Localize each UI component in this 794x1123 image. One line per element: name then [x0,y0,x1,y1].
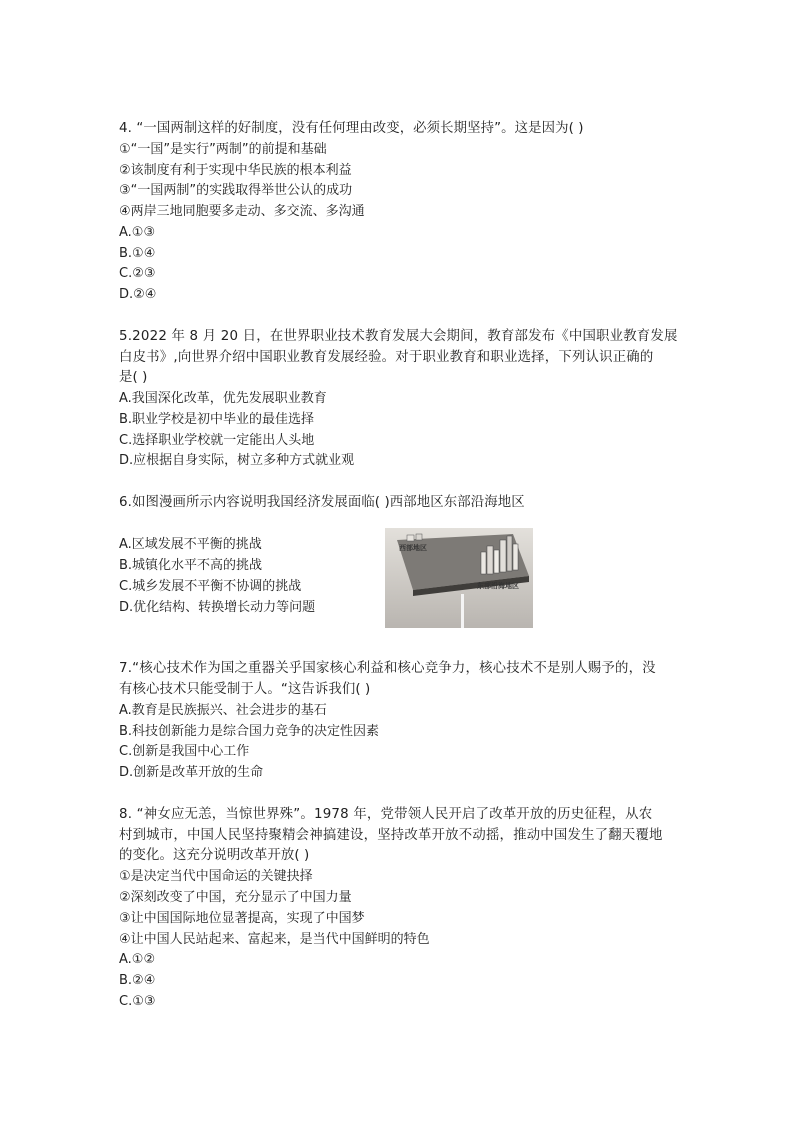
question-4-option-d: D.②④ [119,287,157,302]
question-8-stem-line-2: 村到城市，中国人民坚持聚精会神搞建设，坚持改革开放不动摇，推动中国发生了翻天覆地 [119,828,663,843]
question-7-stem-line-2: 有核心技术只能受制于人。“这告诉我们( ) [119,682,371,697]
question-6-cartoon-image [385,528,533,628]
question-7-option-a: A.教育是民族振兴、社会进步的基石 [119,703,327,718]
question-5-stem-line-1: 5.2022 年 8 月 20 日，在世界职业技术教育发展大会期间，教育部发布《中国职业教育发展 [119,329,678,344]
question-4-item-4: ④两岸三地同胞要多走动、多交流、多沟通 [119,204,365,219]
question-7-option-b: B.科技创新能力是综合国力竞争的决定性因素 [119,724,380,739]
question-8-item-4: ④让中国人民站起来、富起来，是当代中国鲜明的特色 [119,932,430,947]
question-4-option-b: B.①④ [119,246,156,261]
cartoon-pole [461,594,464,628]
question-5-option-d: D.应根据自身实际，树立多种方式就业观 [119,453,355,468]
question-4-item-1: ①“一国”是实行”两制”的前提和基础 [119,142,327,157]
question-8-stem-line-3: 的变化。这充分说明改革开放( ) [119,848,310,863]
cartoon-east-building [500,540,506,572]
cartoon-label-west: 西部地区 [399,544,427,552]
cartoon-west-house [407,535,414,541]
question-6-option-d: D.优化结构、转换增长动力等问题 [119,600,316,615]
question-4-stem: 4. “一国两制这样的好制度，没有任何理由改变，必须长期坚持”。这是因为( ) [119,121,584,136]
question-5-option-c: C.选择职业学校就一定能出人头地 [119,433,315,448]
question-8-item-2: ②深刻改变了中国，充分显示了中国力量 [119,890,352,905]
question-6-option-a: A.区域发展不平衡的挑战 [119,537,262,552]
question-8-stem-line-1: 8. “神女应无恙，当惊世界殊”。1978 年，党带领人民开启了改革开放的历史征程，从农 [119,807,653,822]
question-5-option-a: A.我国深化改革，优先发展职业教育 [119,391,327,406]
question-4-option-c: C.②③ [119,266,156,281]
question-5-option-b: B.职业学校是初中毕业的最佳选择 [119,412,315,427]
question-5-stem-line-3: 是( ) [119,370,148,385]
question-8-option-b: B.②④ [119,973,156,988]
cartoon-east-building [513,544,518,570]
cartoon-east-building [481,552,486,574]
question-5-stem-line-2: 白皮书》,向世界介绍中国职业教育发展经验。对于职业教育和职业选择，下列认识正确的 [119,350,654,365]
question-7-stem-line-1: 7.“核心技术作为国之重器关乎国家核心利益和核心竞争力，核心技术不是别人赐予的，没 [119,661,656,676]
cartoon-west-house [416,534,422,540]
question-8-option-a: A.①② [119,952,156,967]
question-7-option-d: D.创新是改革开放的生命 [119,765,264,780]
cartoon-east-building [487,546,493,574]
cartoon-east-building [507,536,512,571]
question-7-option-c: C.创新是我国中心工作 [119,744,250,759]
cartoon-label-east: 东部沿海地区 [477,582,519,590]
question-6-option-c: C.城乡发展不平衡不协调的挑战 [119,579,302,594]
cartoon-east-building [494,550,499,573]
question-8-item-1: ①是决定当代中国命运的关键抉择 [119,869,313,884]
question-8-item-3: ③让中国国际地位显著提高，实现了中国梦 [119,911,365,926]
question-8-option-c: C.①③ [119,994,156,1009]
question-6-stem: 6.如图漫画所示内容说明我国经济发展面临( )西部地区东部沿海地区 [119,495,525,510]
question-4-item-2: ②该制度有利于实现中华民族的根本利益 [119,163,352,178]
question-4-option-a: A.①③ [119,225,156,240]
question-4-item-3: ③“一国两制”的实践取得举世公认的成功 [119,183,353,198]
question-6-option-b: B.城镇化水平不高的挑战 [119,558,263,573]
